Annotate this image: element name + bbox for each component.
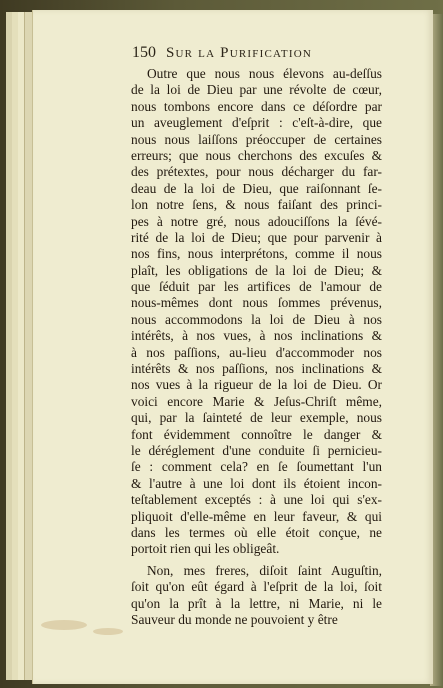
text-line: nos vues à la rigueur de la loi de Dieu. Or bbox=[131, 377, 382, 393]
text-line: nos fins, nous interprétons, comme il nous bbox=[131, 246, 382, 262]
text-line: des prétextes, pour nous décharger du far- bbox=[131, 164, 382, 180]
text-line: pes à notre gré, nous adouciſſons la ſévé- bbox=[131, 213, 382, 229]
text-line: intérêts, à nos vues, à nos inclinations & bbox=[131, 328, 382, 344]
body-text bbox=[131, 66, 382, 628]
text-line: nous accommodons la loi de Dieu à nos bbox=[131, 311, 382, 327]
text-line: portoit rien qui les obligeât. bbox=[131, 541, 280, 557]
text-line: lon notre ſens, & nous faiſant des princi- bbox=[131, 197, 382, 213]
text-line: Sauveur du monde ne pouvoient y être bbox=[131, 611, 338, 627]
text-line: font évidemment connoître le danger & bbox=[131, 426, 382, 442]
text-line: un aveuglement d'eſprit : c'eſt-à-dire, que bbox=[131, 115, 382, 131]
paper-stain bbox=[41, 620, 87, 630]
text-line: nous nous laiſſons préoccuper de certaines bbox=[131, 131, 382, 147]
text-line: Outre que nous nous élevons au-deſſus bbox=[147, 66, 382, 81]
text-line: nous tombons encore dans ce déſordre par bbox=[131, 98, 382, 114]
text-line: Non, mes freres, diſoit ſaint Auguſtin, bbox=[147, 562, 382, 578]
text-line: voici encore Marie & Jeſus-Chriſt même, bbox=[131, 393, 382, 409]
text-line: le déréglement d'une conduite ſi pernicieu- bbox=[131, 442, 382, 458]
text-line: erreurs; que nous cherchons des excuſes & bbox=[131, 147, 382, 163]
paper-stain bbox=[93, 628, 123, 635]
paragraph bbox=[131, 563, 382, 629]
text-line: qui, par la ſainteté de leur exemple, nous bbox=[131, 410, 382, 426]
running-header bbox=[132, 44, 372, 66]
text-line: & l'autre à une loi dont ils étoient incon- bbox=[131, 475, 382, 491]
text-line: ſe : comment cela? en ſe ſoumettant l'un bbox=[131, 459, 382, 475]
text-line: teſtablement exceptés : à une loi qui s'ex- bbox=[131, 492, 382, 508]
text-line: qu'on la prît à la lettre, ni Marie, ni le bbox=[131, 595, 382, 611]
text-line: rité de la loi de Dieu; que pour parvenir à bbox=[131, 229, 382, 245]
text-line: plaît, les obligations de la loi de Dieu; & bbox=[131, 262, 382, 278]
text-line: à nos paſſions, au-lieu d'accommoder nos bbox=[131, 344, 382, 360]
text-line: de la loi de Dieu par une révolte de cœur, bbox=[131, 82, 382, 98]
text-line: nous-mêmes dont nous ſommes prévenus, bbox=[131, 295, 382, 311]
text-line: dans les termes où elle étoit conçue, ne bbox=[131, 524, 382, 540]
text-line: pliquoit d'elle-même en leur faveur, & qui bbox=[131, 508, 382, 524]
text-line: que ſéduit par les artifices de l'amour de bbox=[131, 279, 382, 295]
text-line: intérêts & nos paſſions, nos inclinations & bbox=[131, 361, 382, 377]
text-line: deau de la loi de Dieu, que raiſonnant ſe- bbox=[131, 180, 382, 196]
running-title: Sur la Purification bbox=[166, 45, 312, 61]
page-number: 150 bbox=[132, 44, 156, 61]
text-line: ſoit qu'on eût égard à l'eſprit de la loi, ſoit bbox=[131, 579, 382, 595]
paragraph bbox=[131, 66, 382, 558]
